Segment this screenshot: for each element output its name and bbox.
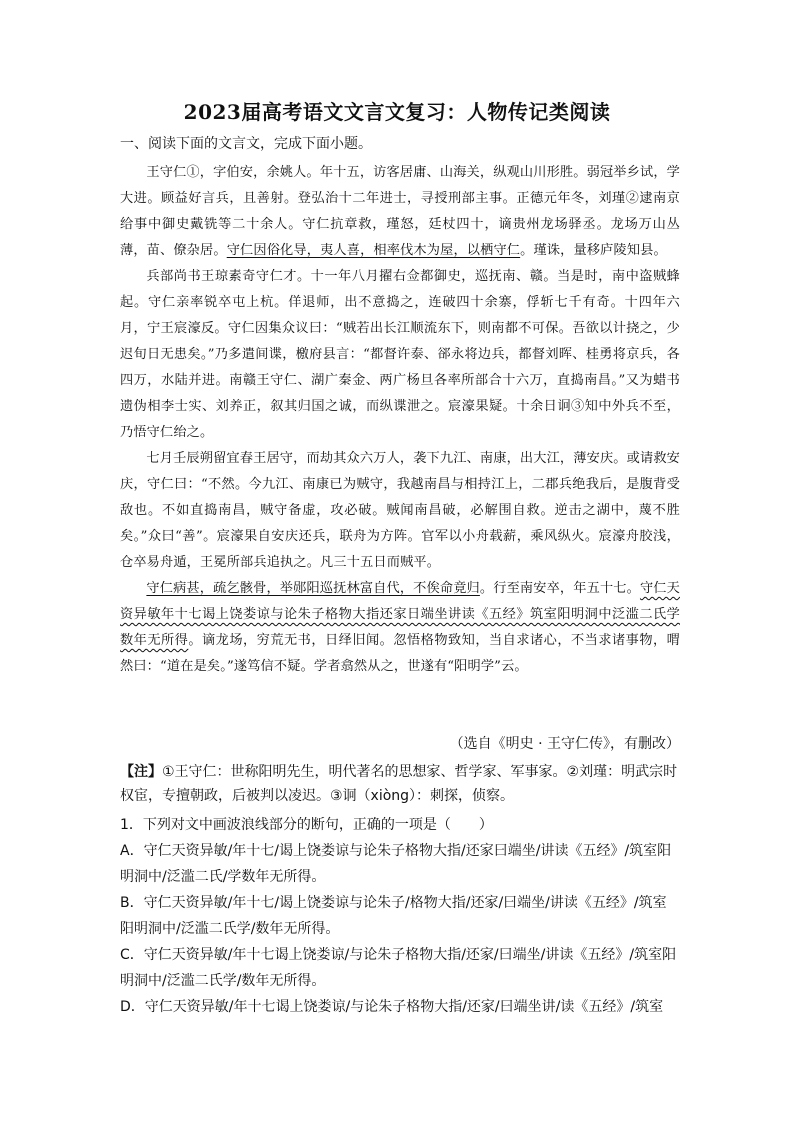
page-title: 2023届高考语文文言文复习：人物传记类阅读 — [183, 100, 611, 124]
passage-paragraph-3: 七月壬辰朔留宜春王居守，而劫其众六万人，袭下九江、南康，出大江，薄安庆。或请救安庆，守仁曰：“不然。今九江、南康已为贼守，我越南昌与相持江上，二郡兵绝我后，是腹背受敌也。不如直捣南昌，贼守备虚，攻必破。贼闻南昌破，必解围自救。逆击之湖中，蔑不胜矣。”众曰“善”。宸濠果自安庆还兵，联舟为方阵。官军以小舟载薪，乘风纵火。宸濠舟胶浅，仓卒易舟遁，王冕所部兵追执之。凡三十五日而贼平。 — [120, 451, 680, 570]
passage-paragraph-2: 兵部尚书王琼素奇守仁才。十一年八月擢右佥都御史，巡抚南、赣。当是时，南中盗贼蜂起。守仁亲率锐卒屯上杭。佯退师，出不意捣之，连破四十余寨，俘斩七千有奇。十四年六月，宁王宸濠反。守仁因集众议曰：“贼若出长江顺流东下，则南都不可保。吾欲以计挠之，少迟旬日无患矣。”乃多遣间谍，檄府县言：“都督许泰、郤永将边兵，都督刘晖、桂勇将京兵，各四万，水陆并进。南赣王守仁、湖广秦金、两广杨旦各率所部合十六万，直捣南昌。”又为蜡书遗伪相李士实、刘养正，叙其归国之诚，而纵谍泄之。宸濠果疑。十余日诇③知中外兵不至，乃悟守仁绐之。 — [120, 269, 680, 440]
option-b[interactable]: B．守仁天资异敏/年十七/谒上饶娄谅与论朱子/格物大指/还家/曰端坐/讲读《五经》/筑室阳明洞中/泛滥二氏学/数年无所得。 — [120, 895, 667, 937]
instruction-text: 一、阅读下面的文言文，完成下面小题。 — [120, 136, 372, 152]
underlined-sentence: 守仁因俗化导，夷人喜，相率伐木为屋，以栖守仁 — [226, 243, 521, 258]
passage-paragraph-4 — [120, 576, 680, 680]
classical-passage — [120, 160, 680, 680]
note-tag: 【注】 — [120, 764, 162, 780]
paragraph-text: 。谪龙场，穷荒无书，日绎旧闻。忽悟格物致知，当自求诸心，不当求诸事物，喟然曰：“道在是矣。”遂笃信不疑。学者翕然从之，世遂有“阳明学”云。 — [120, 633, 681, 674]
paragraph-text: 。行至南安卒，年五十七。 — [479, 581, 640, 596]
source-citation: （选自《明史 · 王守仁传》，有删改） — [449, 736, 680, 752]
passage-paragraph-1 — [120, 160, 680, 264]
option-d[interactable]: D．守仁天资异敏/年十七谒上饶娄谅/与论朱子格物大指/还家/曰端坐讲/读《五经》/筑室 — [120, 999, 664, 1015]
paragraph-text: 。瑾诛，量移庐陵知县。 — [520, 243, 667, 258]
note-text: ①王守仁：世称阳明先生，明代著名的思想家、哲学家、军事家。②刘瑾：明武宗时权宦，专擅朝政，后被判以凌迟。③诇（xiòng）：刺探，侦察。 — [120, 764, 678, 804]
annotation-note — [120, 760, 680, 808]
option-c[interactable]: C．守仁天资异敏/年十七谒上饶娄谅/与论朱子格物大指/还家/曰端坐/讲读《五经》/筑室阳明洞中/泛滥二氏学/数年无所得。 — [120, 947, 677, 989]
question-stem: 1．下列对文中画波浪线部分的断句，正确的一项是（ ） — [120, 817, 493, 833]
question-1 — [120, 812, 680, 1020]
paragraph-text: 王守仁①，字伯安，余姚人。年十五，访客居庸、山海关，纵观山川形胜。弱冠举乡试，学大进。顾益好言兵，且善射。登弘治十二年进士，寻授刑部主事。正德元年冬，刘瑾②逮南京给事中御史戴铣等二十余人。守仁抗章救，瑾怒，廷杖四十，谪贵州龙场驿丞。龙场万山丛薄，苗、僚杂居。 — [120, 165, 680, 258]
underlined-sentence: 守仁病甚，疏乞骸骨，举郧阳巡抚林富自代，不俟命竟归 — [146, 581, 480, 596]
wavy-underlined-sentence: 守仁天资异敏年十七谒上饶娄谅与论朱子格物大指还家日端坐讲读《五经》筑室阳明洞中泛滥二氏学数年无所得 — [120, 581, 680, 648]
option-a[interactable]: A．守仁天资异敏/年十七/谒上饶娄谅与论朱子格物大指/还家曰端坐/讲读《五经》/筑室阳明洞中/泛滥二氏/学数年无所得。 — [120, 843, 672, 885]
